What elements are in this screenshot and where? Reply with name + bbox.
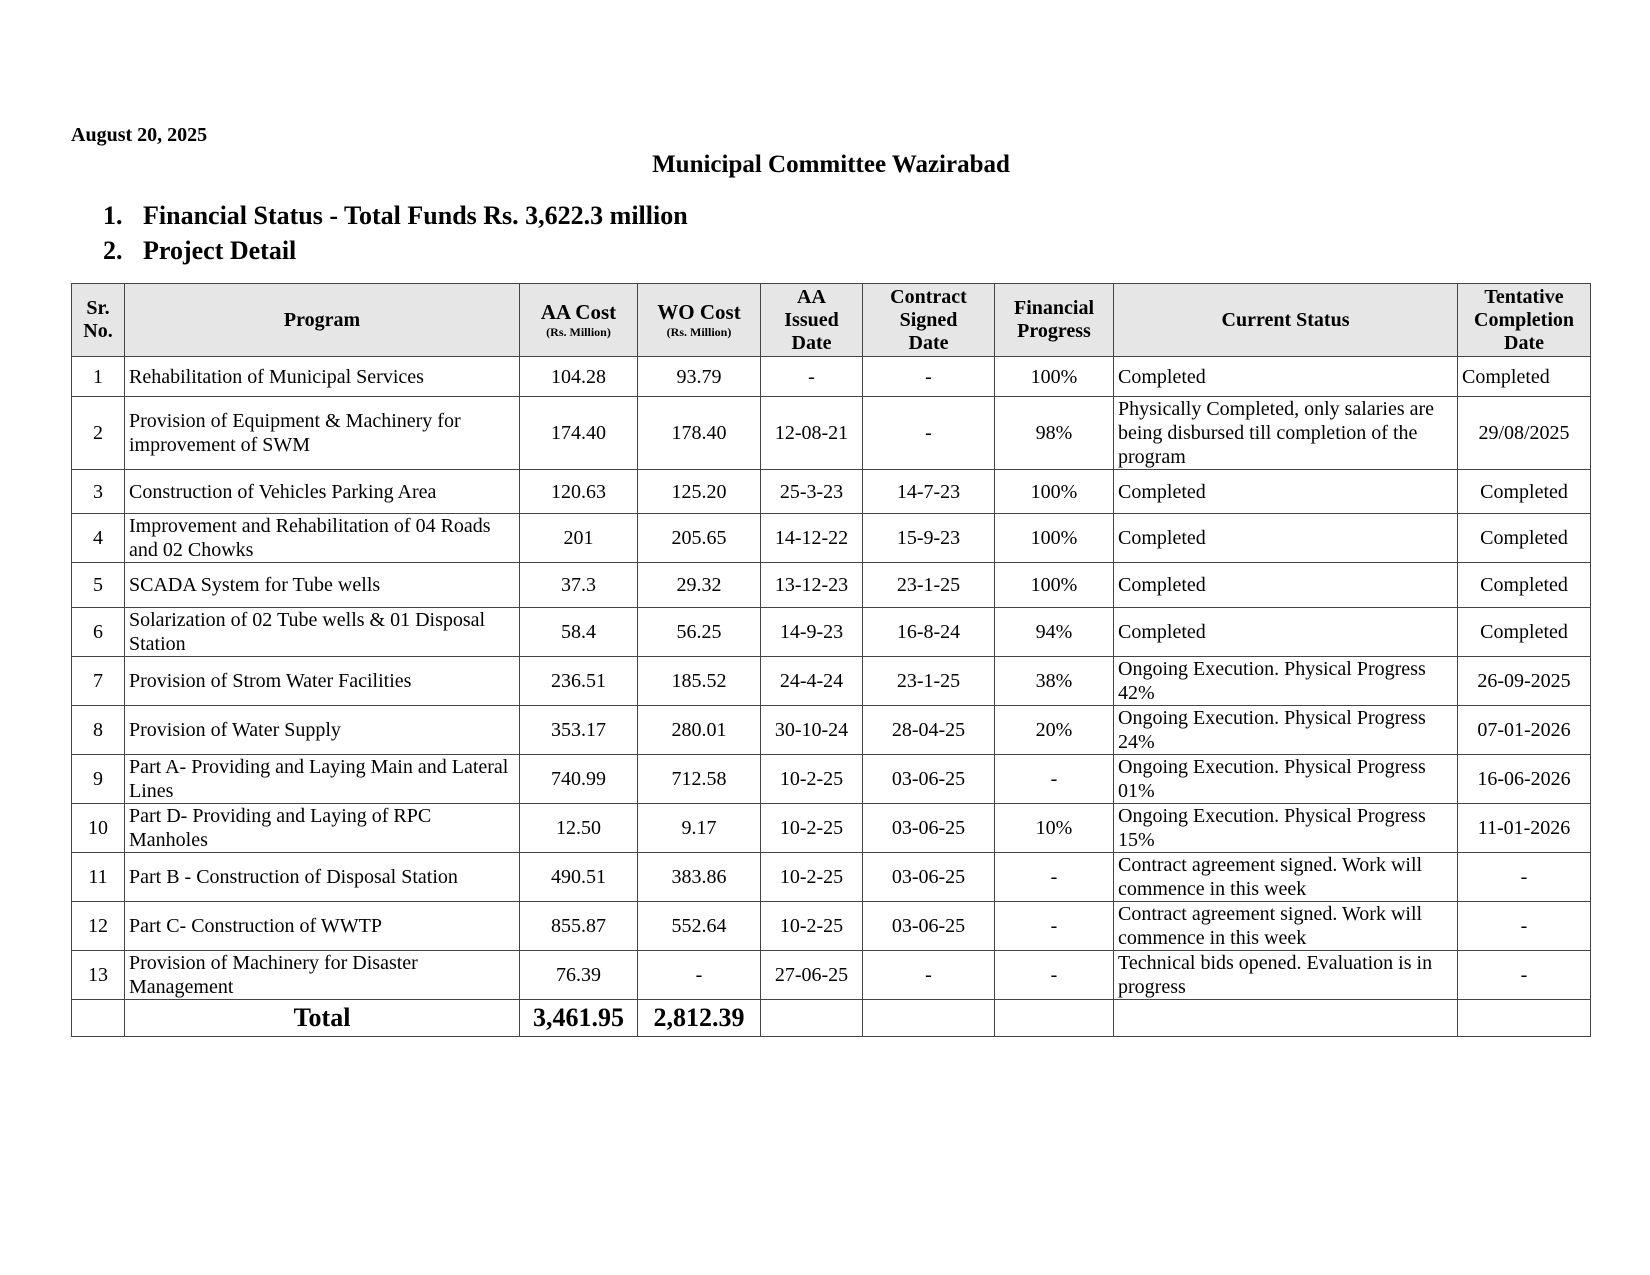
- cell-financial-progress: 94%: [995, 608, 1114, 657]
- section-number: 2.: [103, 236, 123, 265]
- cell-program: Part B - Construction of Disposal Station: [125, 853, 520, 902]
- cell-sr-no: 6: [72, 608, 125, 657]
- cell-financial-progress: 10%: [995, 804, 1114, 853]
- cell-contract-signed-date: 03-06-25: [863, 755, 995, 804]
- header-sr-no: Sr. No.: [72, 284, 125, 357]
- cell-sr-no: 1: [72, 357, 125, 397]
- cell-aa-cost: 740.99: [520, 755, 638, 804]
- total-empty-cell: [72, 1000, 125, 1037]
- cell-sr-no: 8: [72, 706, 125, 755]
- cell-contract-signed-date: 03-06-25: [863, 902, 995, 951]
- cell-wo-cost: 712.58: [638, 755, 761, 804]
- cell-sr-no: 10: [72, 804, 125, 853]
- total-empty-cell: [1114, 1000, 1458, 1037]
- cell-aa-cost: 104.28: [520, 357, 638, 397]
- cell-current-status: Completed: [1114, 514, 1458, 563]
- section-heading: Financial Status - Total Funds Rs. 3,622.3 million: [143, 201, 688, 230]
- total-empty-cell: [761, 1000, 863, 1037]
- cell-aa-cost: 353.17: [520, 706, 638, 755]
- cell-contract-signed-date: 03-06-25: [863, 804, 995, 853]
- table-row: [72, 804, 1591, 853]
- header-contract-signed-date: Contract Signed Date: [863, 284, 995, 357]
- table-row: [72, 397, 1591, 470]
- cell-tentative-completion-date: 16-06-2026: [1458, 755, 1591, 804]
- header-current-status: Current Status: [1114, 284, 1458, 357]
- cell-wo-cost: 383.86: [638, 853, 761, 902]
- cell-program: Provision of Equipment & Machinery for improvement of SWM: [125, 397, 520, 470]
- project-detail-table: [71, 283, 1591, 1037]
- cell-program: Provision of Strom Water Facilities: [125, 657, 520, 706]
- cell-current-status: Contract agreement signed. Work will commence in this week: [1114, 853, 1458, 902]
- document-title: Municipal Committee Wazirabad: [652, 151, 1010, 178]
- cell-financial-progress: -: [995, 853, 1114, 902]
- cell-sr-no: 5: [72, 563, 125, 608]
- cell-wo-cost: 552.64: [638, 902, 761, 951]
- cell-aa-issued-date: 10-2-25: [761, 755, 863, 804]
- cell-financial-progress: 100%: [995, 470, 1114, 514]
- total-aa-cost: 3,461.95: [520, 1000, 638, 1037]
- table-row: [72, 902, 1591, 951]
- cell-sr-no: 12: [72, 902, 125, 951]
- table-row: [72, 608, 1591, 657]
- cell-sr-no: 11: [72, 853, 125, 902]
- cell-aa-issued-date: 12-08-21: [761, 397, 863, 470]
- table-row: [72, 951, 1591, 1000]
- cell-wo-cost: 29.32: [638, 563, 761, 608]
- cell-tentative-completion-date: Completed: [1458, 470, 1591, 514]
- cell-financial-progress: 100%: [995, 357, 1114, 397]
- cell-financial-progress: -: [995, 951, 1114, 1000]
- header-wo-cost: WO Cost (Rs. Million): [638, 284, 761, 357]
- cell-financial-progress: 38%: [995, 657, 1114, 706]
- cell-tentative-completion-date: 11-01-2026: [1458, 804, 1591, 853]
- cell-financial-progress: 100%: [995, 514, 1114, 563]
- cell-current-status: Completed: [1114, 357, 1458, 397]
- cell-sr-no: 3: [72, 470, 125, 514]
- cell-financial-progress: -: [995, 902, 1114, 951]
- cell-aa-issued-date: 25-3-23: [761, 470, 863, 514]
- cell-wo-cost: 56.25: [638, 608, 761, 657]
- cell-financial-progress: -: [995, 755, 1114, 804]
- cell-sr-no: 4: [72, 514, 125, 563]
- cell-tentative-completion-date: 26-09-2025: [1458, 657, 1591, 706]
- cell-current-status: Completed: [1114, 563, 1458, 608]
- cell-aa-issued-date: -: [761, 357, 863, 397]
- table-row: [72, 563, 1591, 608]
- cell-aa-issued-date: 10-2-25: [761, 902, 863, 951]
- cell-sr-no: 9: [72, 755, 125, 804]
- cell-tentative-completion-date: -: [1458, 902, 1591, 951]
- cell-contract-signed-date: 23-1-25: [863, 563, 995, 608]
- cell-wo-cost: 93.79: [638, 357, 761, 397]
- cell-aa-cost: 201: [520, 514, 638, 563]
- cell-sr-no: 13: [72, 951, 125, 1000]
- cell-current-status: Completed: [1114, 608, 1458, 657]
- cell-wo-cost: 185.52: [638, 657, 761, 706]
- cell-tentative-completion-date: Completed: [1458, 563, 1591, 608]
- cell-contract-signed-date: 14-7-23: [863, 470, 995, 514]
- table-header-row: [72, 284, 1591, 357]
- cell-contract-signed-date: 03-06-25: [863, 853, 995, 902]
- cell-aa-cost: 855.87: [520, 902, 638, 951]
- cell-aa-cost: 174.40: [520, 397, 638, 470]
- cell-wo-cost: 280.01: [638, 706, 761, 755]
- cell-tentative-completion-date: -: [1458, 853, 1591, 902]
- table-body: [72, 357, 1591, 1000]
- header-tentative-completion-date: Tentative Completion Date: [1458, 284, 1591, 357]
- cell-wo-cost: -: [638, 951, 761, 1000]
- header-financial-progress: Financial Progress: [995, 284, 1114, 357]
- cell-aa-cost: 490.51: [520, 853, 638, 902]
- section-item: [103, 233, 688, 268]
- cell-aa-cost: 76.39: [520, 951, 638, 1000]
- cell-current-status: Ongoing Execution. Physical Progress 01%: [1114, 755, 1458, 804]
- header-program: Program: [125, 284, 520, 357]
- section-item: [103, 198, 688, 233]
- cell-contract-signed-date: 28-04-25: [863, 706, 995, 755]
- section-heading: Project Detail: [143, 236, 297, 265]
- cell-tentative-completion-date: Completed: [1458, 608, 1591, 657]
- cell-program: Solarization of 02 Tube wells & 01 Disposal Station: [125, 608, 520, 657]
- cell-current-status: Contract agreement signed. Work will commence in this week: [1114, 902, 1458, 951]
- cell-current-status: Ongoing Execution. Physical Progress 42%: [1114, 657, 1458, 706]
- cell-contract-signed-date: 15-9-23: [863, 514, 995, 563]
- cell-aa-cost: 37.3: [520, 563, 638, 608]
- cell-current-status: Physically Completed, only salaries are being disbursed till completion of the program: [1114, 397, 1458, 470]
- cell-aa-issued-date: 10-2-25: [761, 853, 863, 902]
- header-aa-cost: AA Cost (Rs. Million): [520, 284, 638, 357]
- cell-aa-cost: 120.63: [520, 470, 638, 514]
- table-row: [72, 706, 1591, 755]
- total-empty-cell: [863, 1000, 995, 1037]
- cell-tentative-completion-date: Completed: [1458, 514, 1591, 563]
- cell-program: SCADA System for Tube wells: [125, 563, 520, 608]
- cell-tentative-completion-date: Completed: [1458, 357, 1591, 397]
- cell-wo-cost: 178.40: [638, 397, 761, 470]
- cell-program: Part A- Providing and Laying Main and Lateral Lines: [125, 755, 520, 804]
- table-row: [72, 514, 1591, 563]
- cell-tentative-completion-date: 07-01-2026: [1458, 706, 1591, 755]
- table-row: [72, 357, 1591, 397]
- cell-financial-progress: 100%: [995, 563, 1114, 608]
- cell-aa-cost: 236.51: [520, 657, 638, 706]
- cell-wo-cost: 125.20: [638, 470, 761, 514]
- cell-wo-cost: 9.17: [638, 804, 761, 853]
- cell-aa-issued-date: 10-2-25: [761, 804, 863, 853]
- cell-contract-signed-date: 16-8-24: [863, 608, 995, 657]
- cell-program: Part C- Construction of WWTP: [125, 902, 520, 951]
- cell-current-status: Ongoing Execution. Physical Progress 24%: [1114, 706, 1458, 755]
- cell-tentative-completion-date: 29/08/2025: [1458, 397, 1591, 470]
- total-wo-cost: 2,812.39: [638, 1000, 761, 1037]
- cell-aa-issued-date: 13-12-23: [761, 563, 863, 608]
- total-empty-cell: [995, 1000, 1114, 1037]
- cell-program: Rehabilitation of Municipal Services: [125, 357, 520, 397]
- table-row: [72, 853, 1591, 902]
- cell-program: Improvement and Rehabilitation of 04 Roads and 02 Chowks: [125, 514, 520, 563]
- cell-contract-signed-date: -: [863, 397, 995, 470]
- cell-current-status: Completed: [1114, 470, 1458, 514]
- cell-current-status: Ongoing Execution. Physical Progress 15%: [1114, 804, 1458, 853]
- cell-contract-signed-date: 23-1-25: [863, 657, 995, 706]
- cell-aa-cost: 58.4: [520, 608, 638, 657]
- section-number: 1.: [103, 201, 123, 230]
- cell-program: Provision of Machinery for Disaster Management: [125, 951, 520, 1000]
- cell-tentative-completion-date: -: [1458, 951, 1591, 1000]
- cell-financial-progress: 98%: [995, 397, 1114, 470]
- table-row: [72, 470, 1591, 514]
- header-aa-issued-date: AA Issued Date: [761, 284, 863, 357]
- table-row: [72, 755, 1591, 804]
- cell-aa-issued-date: 14-9-23: [761, 608, 863, 657]
- cell-financial-progress: 20%: [995, 706, 1114, 755]
- section-list: [103, 198, 688, 268]
- table-row: [72, 657, 1591, 706]
- cell-contract-signed-date: -: [863, 357, 995, 397]
- cell-aa-issued-date: 24-4-24: [761, 657, 863, 706]
- cell-sr-no: 7: [72, 657, 125, 706]
- total-empty-cell: [1458, 1000, 1591, 1037]
- cell-current-status: Technical bids opened. Evaluation is in progress: [1114, 951, 1458, 1000]
- total-row: [72, 1000, 1591, 1037]
- cell-program: Part D- Providing and Laying of RPC Manholes: [125, 804, 520, 853]
- document-date: August 20, 2025: [71, 124, 208, 146]
- cell-contract-signed-date: -: [863, 951, 995, 1000]
- cell-sr-no: 2: [72, 397, 125, 470]
- cell-program: Construction of Vehicles Parking Area: [125, 470, 520, 514]
- cell-aa-issued-date: 27-06-25: [761, 951, 863, 1000]
- cell-aa-cost: 12.50: [520, 804, 638, 853]
- cell-aa-issued-date: 14-12-22: [761, 514, 863, 563]
- cell-wo-cost: 205.65: [638, 514, 761, 563]
- cell-aa-issued-date: 30-10-24: [761, 706, 863, 755]
- cell-program: Provision of Water Supply: [125, 706, 520, 755]
- total-label: Total: [125, 1000, 520, 1037]
